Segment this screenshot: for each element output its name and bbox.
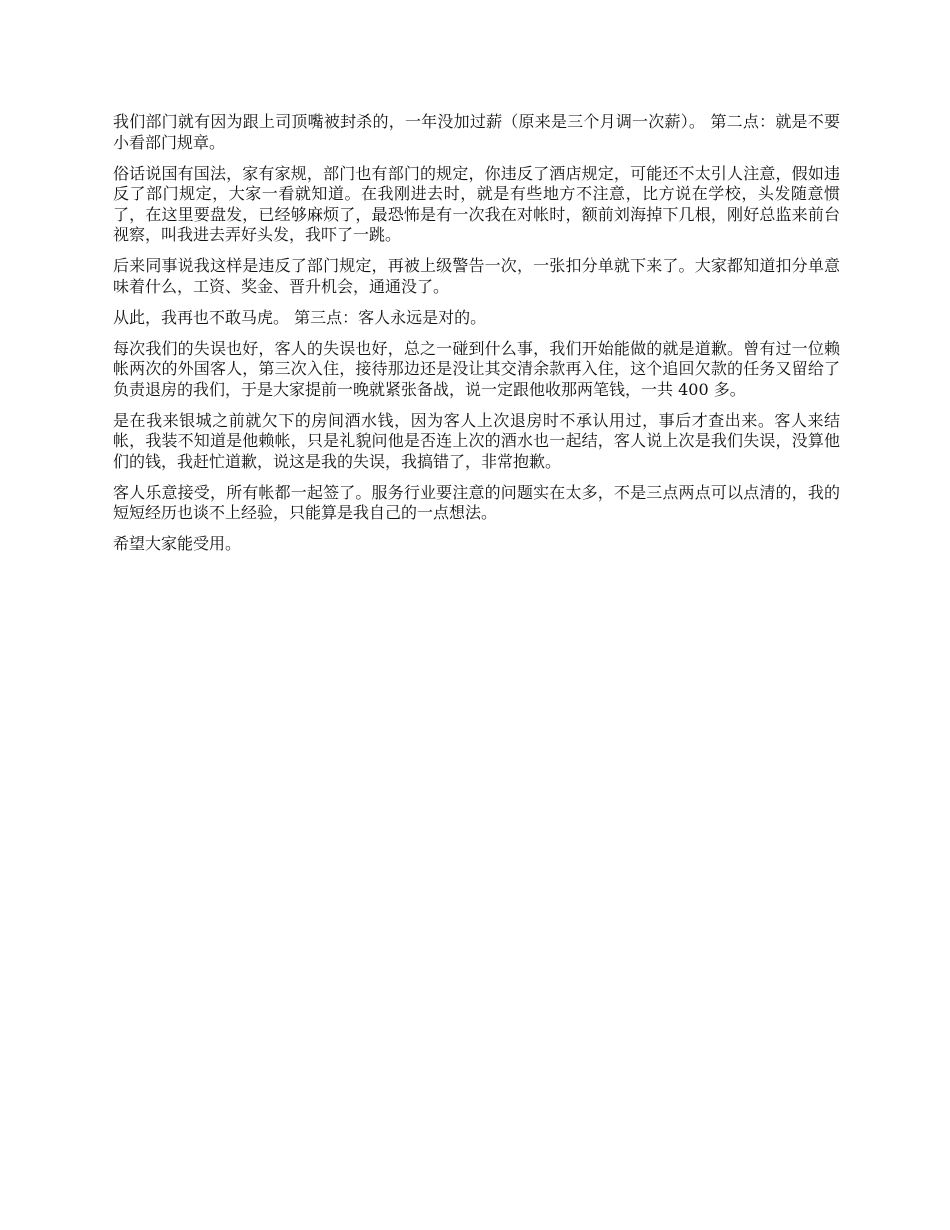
paragraph-1: 我们部门就有因为跟上司顶嘴被封杀的，一年没加过薪（原来是三个月调一次薪）。 第二点：就是不要小看部门规章。: [113, 112, 840, 152]
paragraph-5: 每次我们的失误也好，客人的失误也好，总之一碰到什么事，我们开始能做的就是道歉。曾有过一位赖帐两次的外国客人，第三次入住，接待那边还是没让其交清余款再入住，这个追回欠款的任务又留给了负责退房的我们，于是大家提前一晚就紧张备战，说一定跟他收那两笔钱，一共 400 多。: [113, 338, 840, 399]
paragraph-4: 从此，我再也不敢马虎。 第三点：客人永远是对的。: [113, 307, 487, 327]
paragraph-3: 后来同事说我这样是违反了部门规定，再被上级警告一次，一张扣分单就下来了。大家都知道扣分单意味着什么，工资、奖金、晋升机会，通通没了。: [113, 256, 840, 296]
document-body: [113, 112, 840, 555]
paragraph-6: 是在我来银城之前就欠下的房间酒水钱，因为客人上次退房时不承认用过，事后才查出来。客人来结帐，我装不知道是他赖帐，只是礼貌问他是否连上次的酒水也一起结，客人说上次是我们失误，没算他们的钱，我赶忙道歉，说这是我的失误，我搞错了，非常抱歉。: [113, 410, 840, 471]
paragraph-2: 俗话说国有国法，家有家规，部门也有部门的规定，你违反了酒店规定，可能还不太引人注意，假如违反了部门规定，大家一看就知道。在我刚进去时，就是有些地方不注意，比方说在学校，头发随意惯了，在这里要盘发，已经够麻烦了，最恐怖是有一次我在对帐时，额前刘海掉下几根，刚好总监来前台视察，叫我进去弄好头发，我吓了一跳。: [113, 163, 840, 244]
paragraph-8: 希望大家能受用。: [113, 534, 242, 553]
paragraph-7: 客人乐意接受，所有帐都一起签了。服务行业要注意的问题实在太多，不是三点两点可以点清的，我的短短经历也谈不上经验，只能算是我自己的一点想法。: [113, 482, 840, 522]
